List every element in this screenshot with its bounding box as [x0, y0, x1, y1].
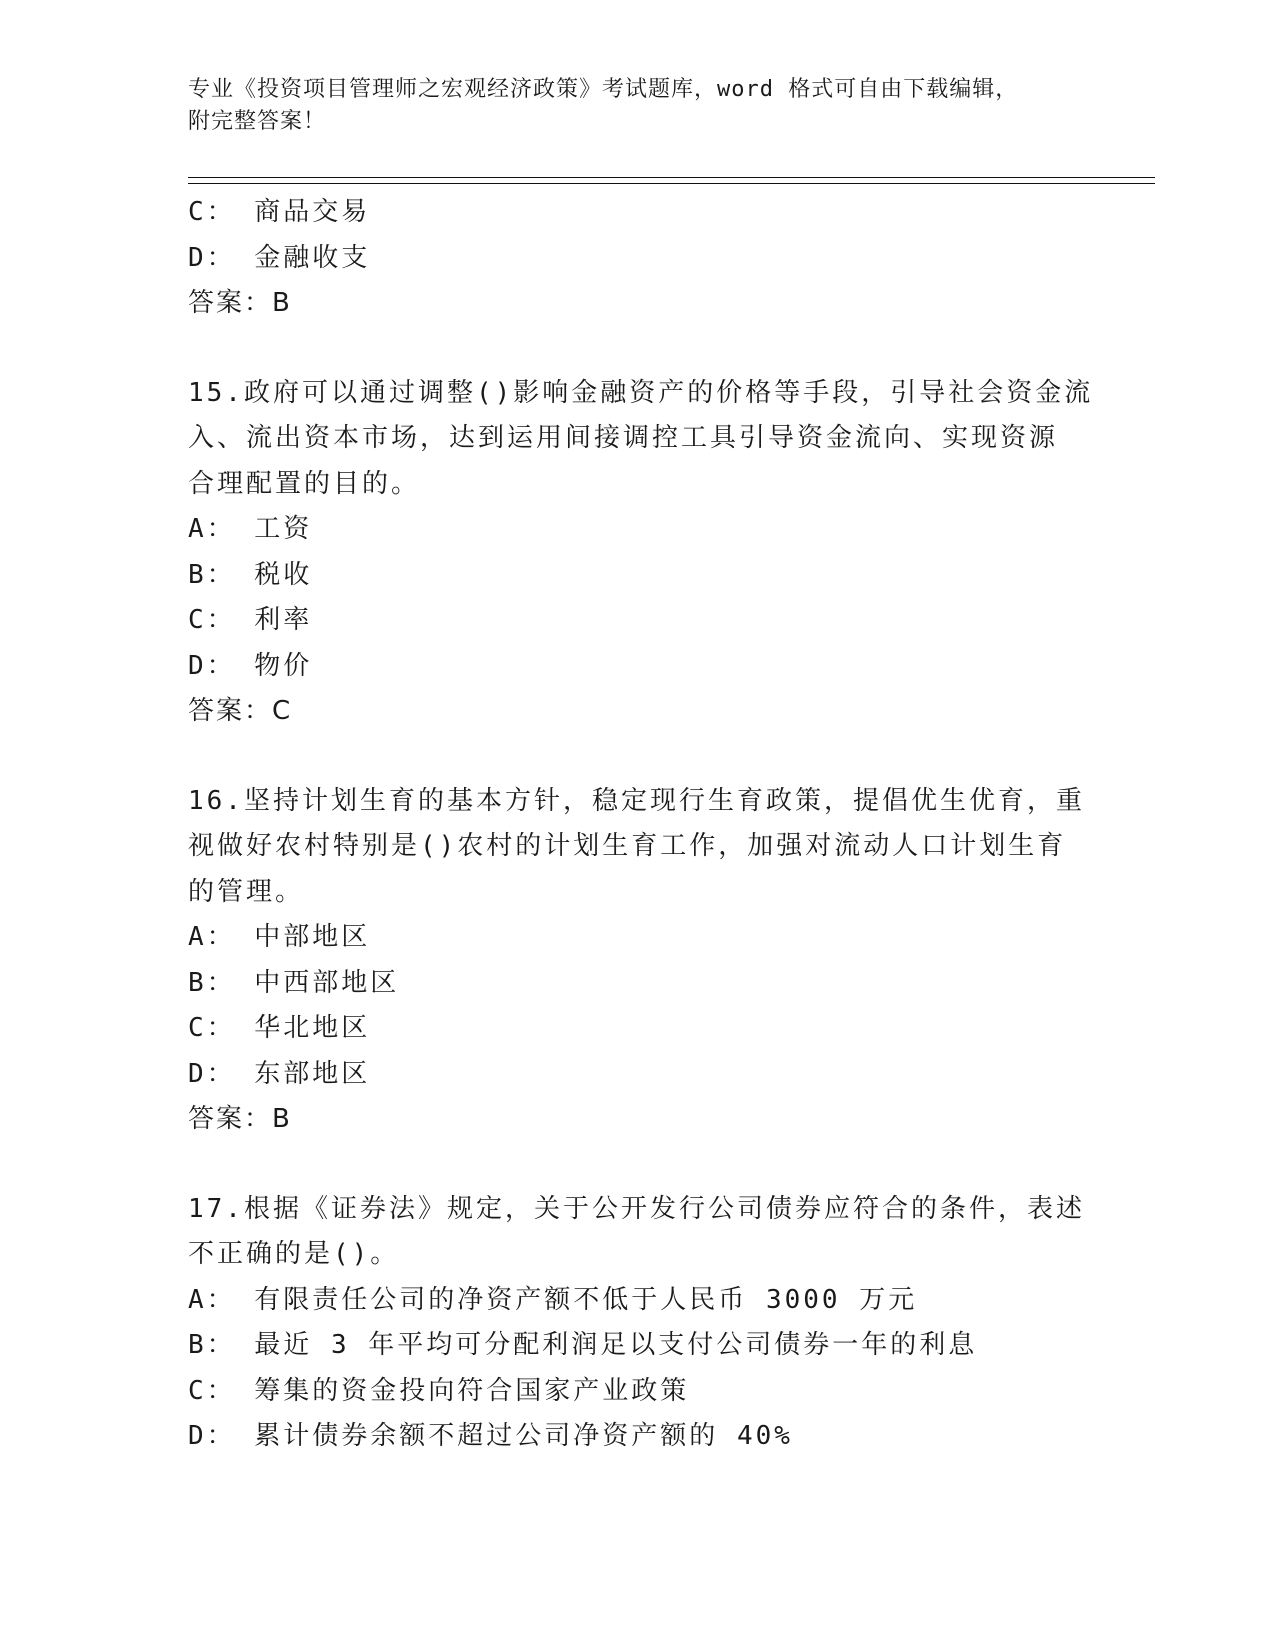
q15-stem-line-3: 合理配置的目的。 — [188, 468, 421, 499]
question-17 — [188, 1187, 1088, 1460]
q15-option-a: A： 工资 — [188, 514, 313, 544]
q14-answer: 答案：B — [188, 288, 292, 318]
q15-stem-line-1: 15.政府可以通过调整()影响金融资产的价格等手段，引导社会资金流 — [188, 377, 1094, 408]
header-line-2: 附完整答案！ — [188, 109, 327, 134]
q17-option-c: C： 筹集的资金投向符合国家产业政策 — [188, 1375, 690, 1406]
q15-option-d: D： 物价 — [188, 650, 313, 681]
q17-option-a: A： 有限责任公司的净资产额不低于人民币 3000 万元 — [188, 1284, 918, 1315]
header-divider-top — [188, 177, 1155, 178]
q17-option-b: B： 最近 3 年平均可分配利润足以支付公司债券一年的利息 — [188, 1330, 978, 1360]
q14-option-d: D： 金融收支 — [188, 242, 371, 273]
spacer — [188, 735, 1088, 779]
q15-answer: 答案：C — [188, 696, 293, 726]
header-divider-bottom — [188, 183, 1155, 184]
q17-stem-line-1: 17.根据《证券法》规定，关于公开发行公司债券应符合的条件，表述 — [188, 1193, 1085, 1224]
q16-option-b: B： 中西部地区 — [188, 967, 400, 998]
question-content — [188, 190, 1094, 1460]
q16-answer: 答案：B — [188, 1104, 292, 1134]
q17-stem-line-2: 不正确的是()。 — [188, 1239, 400, 1269]
q16-option-a: A： 中部地区 — [188, 922, 371, 952]
spacer — [188, 1143, 1088, 1187]
q16-option-c: C： 华北地区 — [188, 1013, 371, 1043]
q15-option-b: B： 税收 — [188, 559, 313, 590]
question-15 — [188, 371, 1094, 735]
header-line-1: 专业《投资项目管理师之宏观经济政策》考试题库，word 格式可自由下载编辑， — [188, 77, 1019, 102]
spacer — [188, 327, 1088, 371]
page-header — [188, 74, 1088, 138]
q15-option-c: C： 利率 — [188, 605, 313, 635]
q14-option-c: C： 商品交易 — [188, 197, 371, 227]
q16-option-d: D： 东部地区 — [188, 1058, 371, 1089]
question-16 — [188, 779, 1088, 1143]
q15-stem-line-2: 入、流出资本市场，达到运用间接调控工具引导资金流向、实现资源 — [188, 423, 1059, 453]
q16-stem-line-1: 16.坚持计划生育的基本方针，稳定现行生育政策，提倡优生优育，重 — [188, 785, 1085, 816]
question-14-tail — [188, 190, 1088, 327]
q17-option-d: D： 累计债券余额不超过公司净资产额的 40% — [188, 1421, 793, 1451]
q16-stem-line-2: 视做好农村特别是()农村的计划生育工作，加强对流动人口计划生育 — [188, 831, 1067, 861]
q16-stem-line-3: 的管理。 — [188, 876, 305, 907]
